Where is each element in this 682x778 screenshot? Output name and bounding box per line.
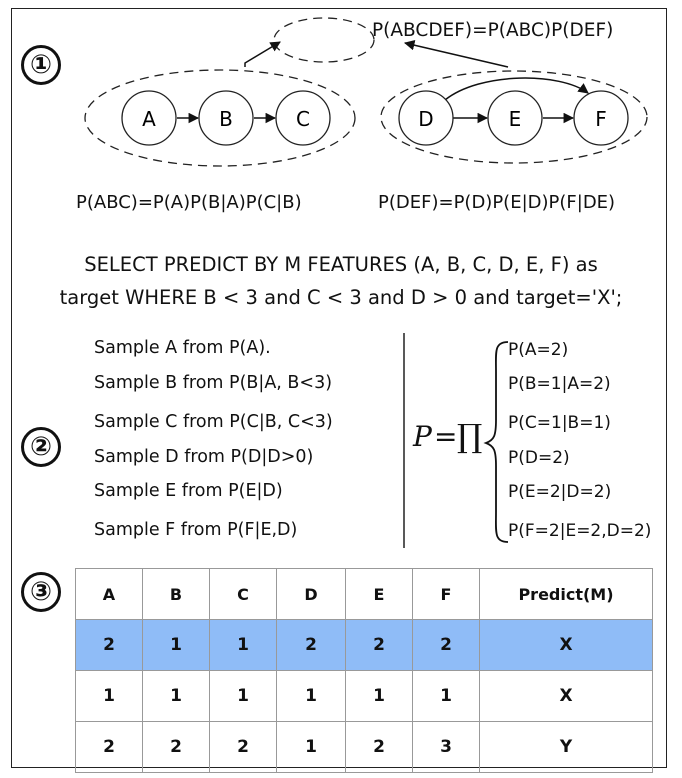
table-cell: 2 <box>346 722 413 773</box>
column-header: A <box>76 569 143 620</box>
table-cell: X <box>480 671 653 722</box>
sample-step: Sample F from P(F|E,D) <box>94 520 298 540</box>
product-term: P(C=1|B=1) <box>508 413 611 433</box>
section-1-marker: ① <box>21 45 61 85</box>
right-chain-formula: P(DEF)=P(D)P(E|D)P(F|DE) <box>378 192 616 213</box>
table-cell: 2 <box>143 722 210 773</box>
table-cell: 1 <box>210 620 277 671</box>
table-header-row <box>76 569 653 620</box>
table-cell: 1 <box>143 620 210 671</box>
column-header: F <box>413 569 480 620</box>
product-term: P(E=2|D=2) <box>508 482 612 502</box>
table-row-highlighted <box>76 620 653 671</box>
table-cell: 2 <box>413 620 480 671</box>
column-header: Predict(M) <box>480 569 653 620</box>
table-cell: Y <box>480 722 653 773</box>
product-term: P(F=2|E=2,D=2) <box>508 521 652 541</box>
node-f-label: F <box>595 107 607 131</box>
table-cell: 1 <box>346 671 413 722</box>
node-c-label: C <box>296 107 310 131</box>
product-term: P(A=2) <box>508 340 569 360</box>
result-table <box>75 568 653 773</box>
column-header: E <box>346 569 413 620</box>
sample-step: Sample D from P(D|D>0) <box>94 447 314 467</box>
sample-step: Sample C from P(C|B, C<3) <box>94 412 333 432</box>
product-lhs: P <box>413 420 432 453</box>
sample-step: Sample A from P(A). <box>94 338 271 358</box>
left-group-arrow <box>245 42 280 67</box>
column-header: D <box>277 569 346 620</box>
section-3-marker: ③ <box>21 572 61 612</box>
right-group-arrow <box>405 43 508 67</box>
joint-formula: P(ABCDEF)=P(ABC)P(DEF) <box>372 20 614 41</box>
node-a-label: A <box>142 107 156 131</box>
product-term: P(D=2) <box>508 448 570 468</box>
table-cell: 2 <box>76 620 143 671</box>
query-line-1: SELECT PREDICT BY M FEATURES (A, B, C, D, E, F) as <box>84 253 598 276</box>
table-cell: 1 <box>277 671 346 722</box>
query-line-2: target WHERE B < 3 and C < 3 and D > 0 and target='X'; <box>59 286 623 309</box>
column-header: C <box>210 569 277 620</box>
table-cell: 3 <box>413 722 480 773</box>
product-operator: ∏ <box>457 417 483 455</box>
table-row <box>76 671 653 722</box>
table-cell: X <box>480 620 653 671</box>
table-cell: 1 <box>76 671 143 722</box>
table-row <box>76 722 653 773</box>
column-header: B <box>143 569 210 620</box>
table-cell: 2 <box>76 722 143 773</box>
joint-group-ellipse <box>274 18 374 62</box>
left-chain-formula: P(ABC)=P(A)P(B|A)P(C|B) <box>76 192 302 213</box>
product-term: P(B=1|A=2) <box>508 374 611 394</box>
table-cell: 2 <box>346 620 413 671</box>
product-equals: = <box>434 420 458 453</box>
table-cell: 1 <box>210 671 277 722</box>
sample-step: Sample B from P(B|A, B<3) <box>94 373 333 393</box>
table-cell: 1 <box>413 671 480 722</box>
node-d-label: D <box>418 107 434 131</box>
section-2-marker: ② <box>21 427 61 467</box>
table-cell: 2 <box>210 722 277 773</box>
product-brace <box>486 342 508 542</box>
table-cell: 2 <box>277 620 346 671</box>
node-b-label: B <box>219 107 233 131</box>
table-cell: 1 <box>277 722 346 773</box>
sample-step: Sample E from P(E|D) <box>94 481 283 501</box>
table-cell: 1 <box>143 671 210 722</box>
node-e-label: E <box>508 107 522 131</box>
